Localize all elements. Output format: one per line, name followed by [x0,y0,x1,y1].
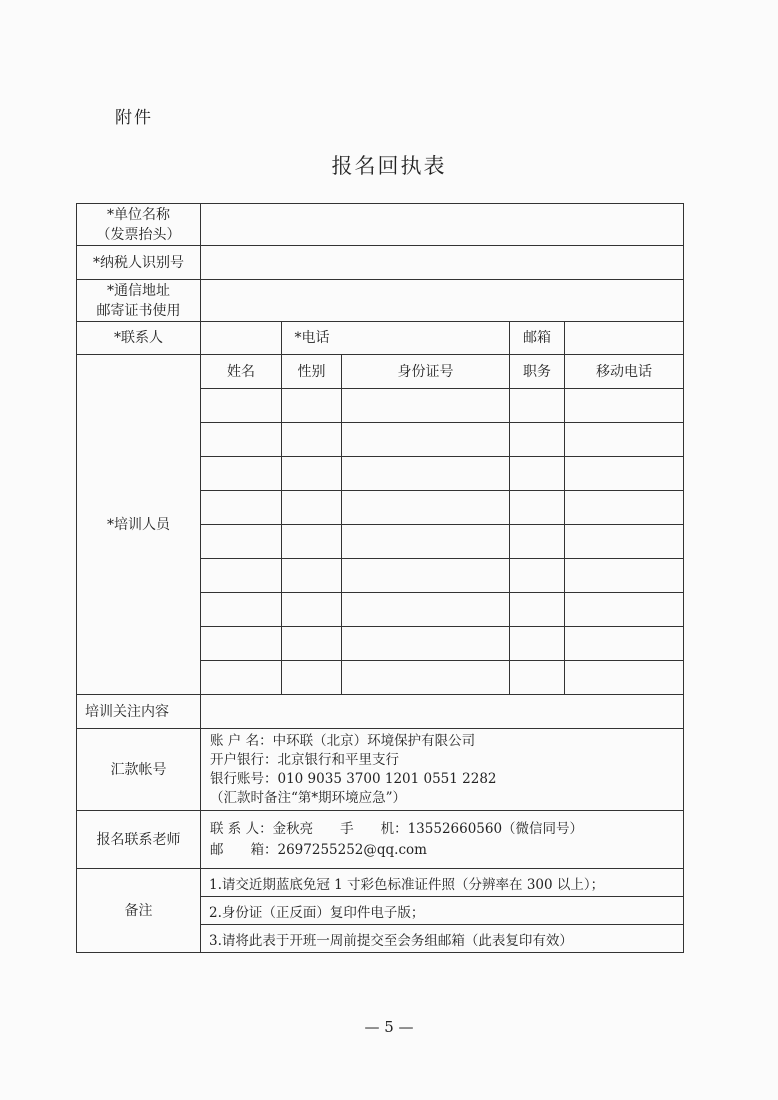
trainee-id-number-cell[interactable] [342,593,510,627]
email-label: 邮箱 [510,322,565,355]
focus-row [77,695,684,729]
tax-id-label: *纳税人识别号 [77,246,201,280]
registration-form-table [76,203,684,953]
address-row [77,280,684,322]
company-label-line1: *单位名称 [107,206,170,223]
note-item-3: 3.请将此表于开班一周前提交至会务组邮箱（此表复印有效） [201,925,684,953]
trainee-position-cell[interactable] [510,525,565,559]
notes-label: 备注 [77,869,201,953]
trainee-gender-cell[interactable] [282,593,342,627]
trainee-position-cell[interactable] [510,491,565,525]
contact-teacher-line2: 邮 箱：2697255252@qq.com [210,841,427,858]
trainee-name-cell[interactable] [201,627,282,661]
trainee-id-number-cell[interactable] [342,389,510,423]
trainee-gender-cell[interactable] [282,491,342,525]
tax-id-field[interactable] [201,246,684,280]
trainee-id-number-cell[interactable] [342,627,510,661]
contact-label: *联系人 [77,322,201,355]
trainee-name-cell[interactable] [201,491,282,525]
col-name: 姓名 [201,355,282,389]
trainee-mobile-cell[interactable] [565,457,684,491]
focus-label: 培训关注内容 [77,695,201,729]
trainee-id-number-cell[interactable] [342,525,510,559]
trainee-gender-cell[interactable] [282,627,342,661]
trainee-mobile-cell[interactable] [565,627,684,661]
contact-teacher-line1: 联 系 人：金秋亮 手 机：13552660560（微信同号） [210,820,584,837]
trainee-id-number-cell[interactable] [342,423,510,457]
trainee-name-cell[interactable] [201,559,282,593]
col-position: 职务 [510,355,565,389]
address-label-line1: *通信地址 [107,282,170,299]
phone-cell [282,322,510,355]
trainee-position-cell[interactable] [510,593,565,627]
payment-line-account-name: 账 户 名：中环联（北京）环境保护有限公司 [210,732,476,749]
payment-line-account-number: 银行账号：010 9035 3700 1201 0551 2282 [210,770,497,787]
trainee-id-number-cell[interactable] [342,559,510,593]
trainee-id-number-cell[interactable] [342,457,510,491]
trainee-label: *培训人员 [77,355,201,695]
col-gender: 性别 [282,355,342,389]
col-id-number: 身份证号 [342,355,510,389]
note-item-1: 1.请交近期蓝底免冠 1 寸彩色标准证件照（分辨率在 300 以上）； [201,869,684,897]
payment-row [77,729,684,811]
trainee-mobile-cell[interactable] [565,593,684,627]
trainee-name-cell[interactable] [201,389,282,423]
contact-field[interactable] [201,322,282,355]
trainee-mobile-cell[interactable] [565,661,684,695]
contact-teacher-label: 报名联系老师 [77,811,201,869]
contact-teacher-row [77,811,684,869]
page-number: — 5 — [364,1018,414,1036]
trainee-name-cell[interactable] [201,661,282,695]
phone-label: *电话 [294,330,330,346]
trainee-mobile-cell[interactable] [565,491,684,525]
trainee-name-cell[interactable] [201,423,282,457]
contact-row [77,322,684,355]
address-label [77,280,201,322]
trainee-mobile-cell[interactable] [565,559,684,593]
trainee-name-cell[interactable] [201,525,282,559]
address-field[interactable] [201,280,684,322]
company-row [77,204,684,246]
focus-field[interactable] [201,695,684,729]
contact-teacher-details [201,811,684,869]
trainee-position-cell[interactable] [510,457,565,491]
tax-id-row [77,246,684,280]
trainee-position-cell[interactable] [510,423,565,457]
attachment-label: 附件 [115,108,153,128]
trainee-gender-cell[interactable] [282,661,342,695]
trainee-gender-cell[interactable] [282,423,342,457]
trainee-mobile-cell[interactable] [565,389,684,423]
trainee-gender-cell[interactable] [282,389,342,423]
trainee-name-cell[interactable] [201,457,282,491]
trainee-mobile-cell[interactable] [565,525,684,559]
payment-line-bank: 开户银行：北京银行和平里支行 [210,751,399,768]
form-title: 报名回执表 [331,154,447,178]
email-field[interactable] [565,322,684,355]
trainee-gender-cell[interactable] [282,559,342,593]
trainee-gender-cell[interactable] [282,457,342,491]
company-label [77,204,201,246]
trainee-position-cell[interactable] [510,627,565,661]
address-label-line2: 邮寄证书使用 [96,302,181,319]
col-mobile: 移动电话 [565,355,684,389]
trainee-position-cell[interactable] [510,389,565,423]
payment-details [201,729,684,811]
trainee-mobile-cell[interactable] [565,423,684,457]
trainee-id-number-cell[interactable] [342,491,510,525]
trainee-position-cell[interactable] [510,661,565,695]
notes-row-1 [77,869,684,897]
trainee-header-row [77,355,684,389]
trainee-position-cell[interactable] [510,559,565,593]
payment-line-remark: （汇款时备注“第*期环境应急”） [210,789,407,806]
trainee-gender-cell[interactable] [282,525,342,559]
company-field[interactable] [201,204,684,246]
trainee-name-cell[interactable] [201,593,282,627]
note-item-2: 2.身份证（正反面）复印件电子版； [201,897,684,925]
payment-label: 汇款帐号 [77,729,201,811]
company-label-line2: （发票抬头） [96,226,181,243]
trainee-id-number-cell[interactable] [342,661,510,695]
